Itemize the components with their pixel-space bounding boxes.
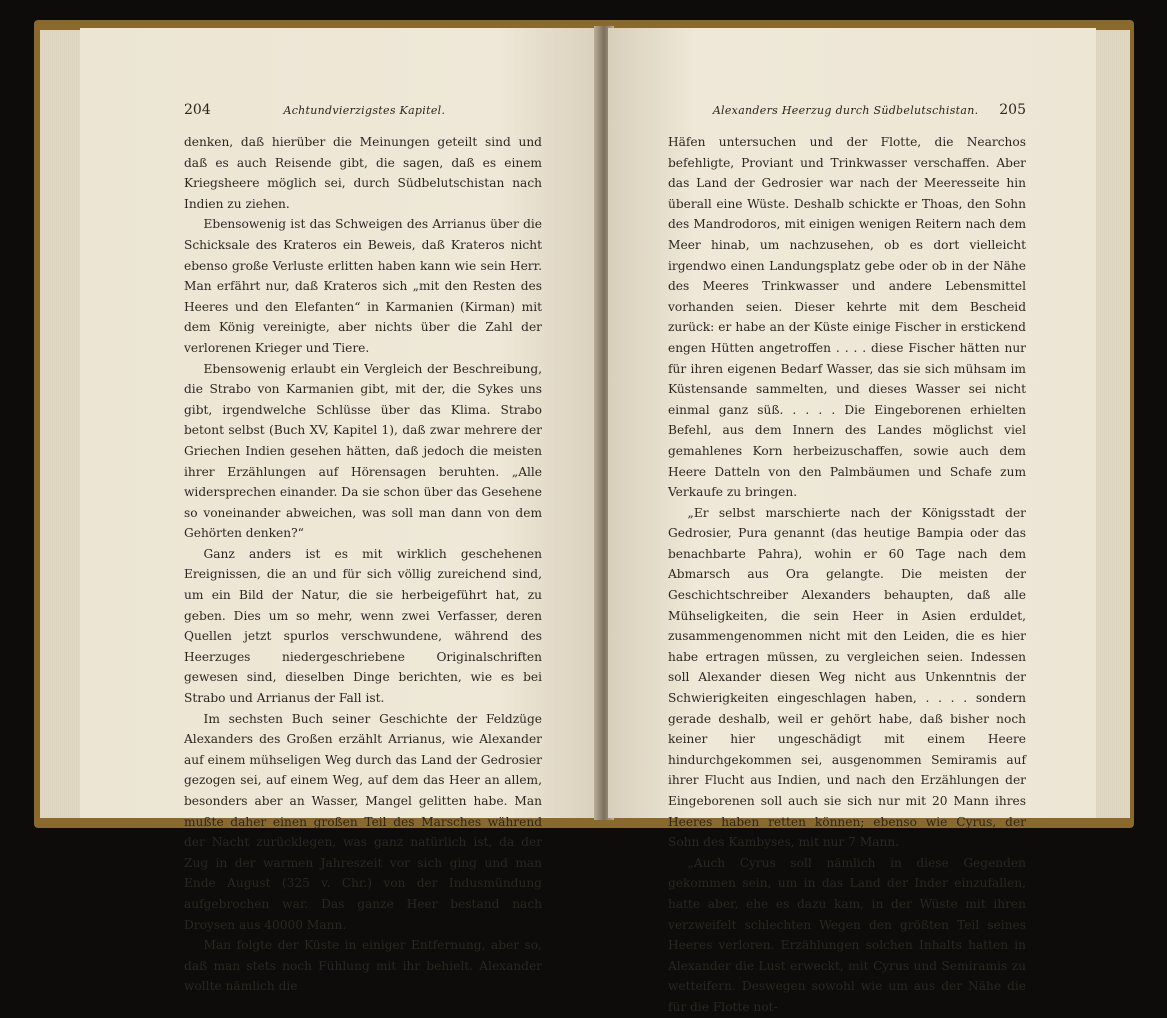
- paragraph: Ebensowenig ist das Schweigen des Arrianus über die Schicksale des Krateros ein Beweis, daß Krateros nicht ebenso große Verluste erlitten haben kann wie sein Herr. Man erfährt nur, daß Krateros sich „mit den Resten des Heeres und den Elefanten“ in Karmanien (Kirman) mit dem König vereinigte, aber nichts über die Zahl der verlorenen Krieger und Tiere.: [184, 217, 542, 355]
- paragraph: „Auch Cyrus soll nämlich in diese Gegenden gekommen sein, um in das Land der Inder einzufallen, hatte aber, ehe es dazu kam, in der Wüste mit ihren verzweifelt schlechten Wegen den größten Teil seines Heeres verloren. Erzählungen solchen Inhalts hatten in Alexander die Lust erweckt, mit Cyrus und Semiramis zu wetteifern. Deswegen sowohl wie um aus der Nähe die für die Flotte not-: [668, 855, 1026, 1014]
- paragraph: denken, daß hierüber die Meinungen geteilt sind und daß es auch Reisende gibt, die sagen, daß es einem Kriegsheere möglich sei, durch Südbelutschistan nach Indien zu ziehen.: [184, 135, 542, 211]
- page-edges-left: [40, 30, 84, 818]
- left-running-head: [184, 102, 542, 118]
- running-title: Alexanders Heerzug durch Südbelutschistan.: [712, 104, 979, 117]
- page-number: 205: [999, 102, 1026, 118]
- right-body-text: [668, 132, 1026, 1018]
- paragraph: Im sechsten Buch seiner Geschichte der Feldzüge Alexanders des Großen erzählt Arrianus, wie Alexander auf einem mühseligen Weg durch das Land der Gedrosier gezogen sei, auf einem Weg, auf dem das Heer an allem, besonders aber an Wasser, Mangel gelitten habe. Man mußte daher einen großen Teil des Marsches während der Nacht zurücklegen, was ganz natürlich ist, da der Zug in der warmen Jahreszeit vor sich ging und man Ende August (325 v. Chr.) von der Indusmündung aufgebrochen war. Das ganze Heer bestand nach Droysen aus 40000 Mann.: [184, 711, 542, 932]
- paragraph: „Er selbst marschierte nach der Königsstadt der Gedrosier, Pura genannt (das heutige Bampia oder das benachbarte Pahra), wohin er 60 Tage nach dem Abmarsch aus Ora gelangte. Die meisten der Geschichtschreiber Alexanders behaupten, daß alle Mühseligkeiten, die sein Heer in Asien erduldet, zusammengenommen nicht mit den Leiden, die es hier habe ertragen müssen, zu vergleichen seien. Indessen soll Alexander diesen Weg nicht aus Unkenntnis der Schwierigkeiten eingeschlagen haben, . . . . sondern gerade deshalb, weil er gehört habe, daß bisher noch keiner hier ungeschädigt mit einem Heere hindurchgekommen sei, ausgenommen Semiramis auf ihrer Flucht aus Indien, und nach den Erzählungen der Eingeborenen soll auch sie sich nur mit 20 Mann ihres Heeres haben retten können; ebenso wie Cyrus, der Sohn des Kambyses, mit nur 7 Mann.: [668, 505, 1026, 850]
- paragraph: Man folgte der Küste in einiger Entfernung, aber so, daß man stets noch Fühlung mit ihr behielt. Alexander wollte nämlich die: [184, 938, 542, 994]
- paragraph: Ebensowenig erlaubt ein Vergleich der Beschreibung, die Strabo von Karmanien gibt, mit der, die Sykes uns gibt, irgendwelche Schlüsse über das Klima. Strabo betont selbst (Buch XV, Kapitel 1), daß zwar mehrere der Griechen Indien gesehen hätten, daß jedoch die meisten ihrer Erzählungen auf Hörensagen beruhten. „Alle widersprechen einander. Da sie schon über das Gesehene so voneinander abweichen, was soll man dann von dem Gehörten denken?“: [184, 361, 542, 541]
- paragraph: Ganz anders ist es mit wirklich geschehenen Ereignissen, die an und für sich völlig zureichend sind, um ein Bild der Natur, die sie herbeigeführt hat, zu geben. Dies um so mehr, wenn zwei Verfasser, deren Quellen jetzt spurlos verschwundene, während des Heerzuges niedergeschriebene Originalschriften gewesen sind, dieselben Dinge berichten, wie es bei Strabo und Arrianus der Fall ist.: [184, 546, 542, 706]
- paragraph: Häfen untersuchen und der Flotte, die Nearchos befehligte, Proviant und Trinkwasser verschaffen. Aber das Land der Gedrosier war nach der Meeresseite hin überall eine Wüste. Deshalb schickte er Thoas, den Sohn des Mandrodoros, mit einigen wenigen Reitern nach dem Meer hinab, um nachzusehen, ob es dort vielleicht irgendwo einen Landungsplatz gebe oder ob in der Nähe des Meeres Trinkwasser und andere Lebensmittel vorhanden seien. Dieser kehrte mit dem Bescheid zurück: er habe an der Küste einige Fischer in erstickend engen Hütten angetroffen . . . . diese Fischer hätten nur für ihren eigenen Bedarf Wasser, das sie sich mühsam im Küstensande sammelten, und dieses Wasser sei nicht einmal ganz süß. . . . . Die Eingeborenen erhielten Befehl, aus dem Innern des Landes möglichst viel gemahlenes Korn herbeizuschaffen, sowie auch dem Heere Datteln von den Palmbäumen und Schafe zum Verkaufe zu bringen.: [668, 135, 1026, 500]
- right-page: [608, 28, 1096, 1014]
- page-number: 204: [184, 102, 211, 118]
- running-title: Achtundvierzigstes Kapitel.: [283, 104, 446, 117]
- left-body-text: [184, 132, 542, 997]
- right-running-head: [668, 102, 1026, 118]
- left-page: [80, 28, 600, 994]
